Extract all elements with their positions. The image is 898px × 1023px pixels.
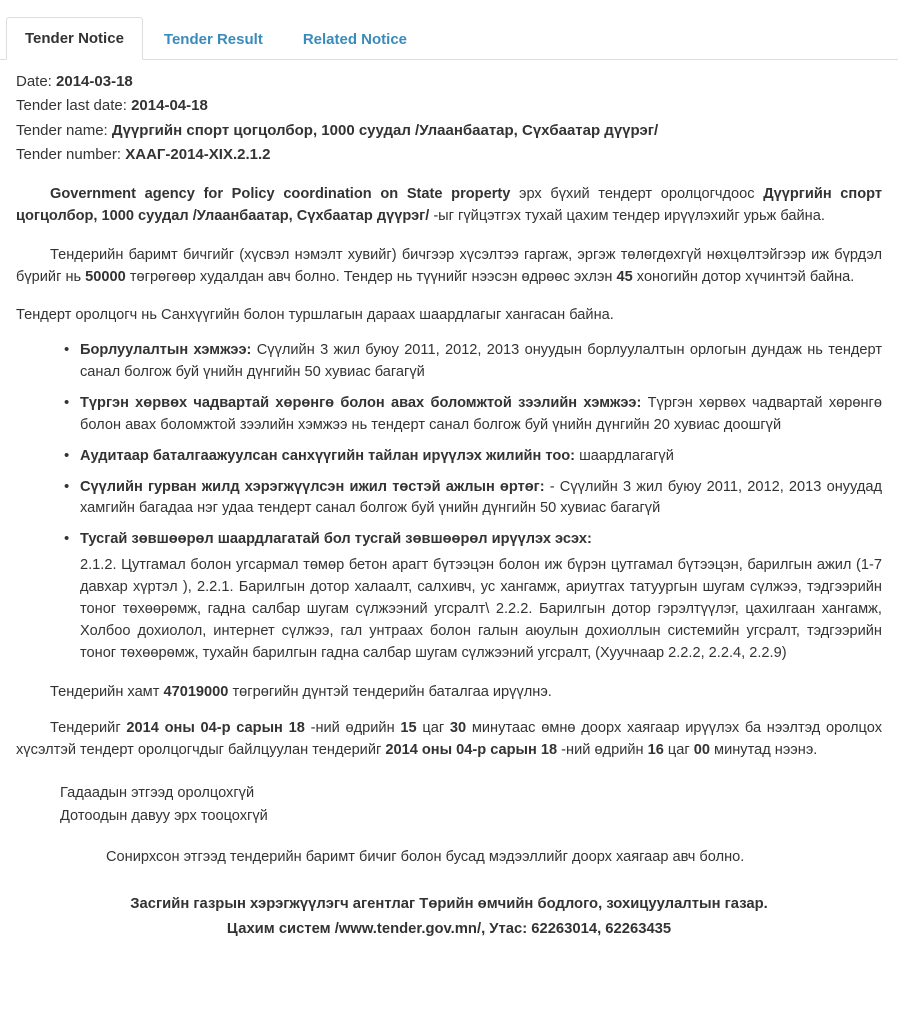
- tab-related-notice[interactable]: [284, 18, 426, 60]
- meta-date: [16, 70, 882, 94]
- requirement-title: Аудитаар баталгаажуулсан санхүүгийн тайлан ирүүлэх жилийн тоо:: [80, 447, 576, 464]
- meta-tender-number-label: Tender number:: [16, 145, 122, 163]
- requirement-text: Сүүлийн 3 жил буюу 2011, 2012, 2013 онуудын борлуулалтын орлогын дундаж нь тендерт санал болгож буй үнийн дүнгийн 50 хувиас багагүй: [80, 342, 883, 380]
- submission-text-4: минутаас өмнө доорх хаягаар ирүүлэх ба нээлтэд оролцох хүсэлтэй тендерт оролцогчдыг байлцуулан тендерийг: [16, 720, 882, 759]
- guarantee-text-1: Тендерийн хамт: [50, 683, 164, 700]
- requirement-text: - Сүүлийн 3 жил буюу 2011, 2012, 2013 онуудад хамгийн багадаа нэг удаа тендерт санал болгож буй үнийн дүнгийн 50 хувиас багагүй: [80, 478, 883, 517]
- requirement-title: Тусгай зөвшөөрөл шаардлагатай бол тусгай зөвшөөрөл ирүүлэх эсэх:: [80, 531, 592, 548]
- docs-price: 50000: [85, 268, 126, 285]
- submission-deadline-date: 2014 оны 04-р сарын 18: [126, 720, 305, 737]
- submission-text-7: минутад нээнэ.: [710, 742, 818, 759]
- tab-bar: [0, 0, 898, 60]
- interest-note: Сонирхсон этгээд тендерийн баримт бичиг болон бусад мэдээллийг доорх хаягаар авч болно.: [106, 849, 745, 866]
- requirement-title: Борлуулалтын хэмжээ:: [80, 342, 252, 359]
- domestic-preference-flag: Дотоодын давуу эрх тооцохгүй: [60, 807, 268, 824]
- participation-flags: [16, 782, 882, 829]
- list-item: [80, 340, 882, 384]
- submission-text-6: цаг: [663, 742, 694, 759]
- intro-agency: Government agency for Policy coordination on State property: [50, 186, 511, 203]
- submission-deadline-hour: 15: [400, 720, 417, 737]
- requirement-text: Түргэн хөрвөх чадвартай хөрөнгө болон авах боломжтой зээлийн хэмжээ нь тендерт санал болгож буй үнийн дүнгийн 20 хувиас доошгүй: [80, 394, 883, 433]
- paragraph-documents: [16, 244, 882, 288]
- list-item: [80, 529, 882, 664]
- requirements-list: [16, 340, 882, 665]
- list-item: [80, 446, 882, 468]
- meta-tender-name-label: Tender name:: [16, 121, 108, 139]
- docs-days: 45: [616, 268, 633, 285]
- submission-text-5: -ний өдрийн: [557, 742, 648, 759]
- intro-text-2: -ыг гүйцэтгэх тухай цахим тендер ирүүлэхийг урьж байна.: [429, 208, 825, 225]
- paragraph-submission: [16, 717, 882, 761]
- list-item: [80, 393, 882, 437]
- intro-text-1: эрх бүхий тендерт оролцогчдоос: [510, 186, 764, 203]
- foreign-participation-flag: Гадаадын этгээд оролцохгүй: [60, 784, 255, 801]
- footer-organization: Засгийн газрын хэрэгжүүлэгч агентлаг Төрийн өмчийн бодлого, зохицуулалтын газар.: [130, 895, 768, 912]
- opening-date: 2014 оны 04-р сарын 18: [385, 742, 558, 759]
- opening-minute: 00: [693, 742, 710, 759]
- docs-text-1: Тендерийн баримт бичгийг (хүсвэл нэмэлт хувийг) бичгээр хүсэлтээ гаргаж, эргэж төлөгдөхгүй нөхцөлтэйгээр иж бүрдэл бүрийг нь: [16, 246, 882, 285]
- meta-last-date-value: 2014-04-18: [131, 97, 208, 115]
- meta-last-date: [16, 94, 882, 118]
- tab-related-notice-label: Related Notice: [302, 31, 408, 48]
- meta-tender-name: [16, 119, 882, 143]
- meta-tender-name-value: Дүүргийн спорт цогцолбор, 1000 суудал /Улаанбаатар, Сүхбаатар дүүрэг/: [111, 121, 659, 139]
- requirement-title: Сүүлийн гурван жилд хэрэгжүүлсэн ижил төстэй ажлын өртөг:: [80, 478, 545, 495]
- submission-text-1: Тендерийг: [50, 720, 127, 737]
- tab-tender-notice[interactable]: [6, 17, 143, 60]
- footer-system-phone: Цахим систем /www.tender.gov.mn/, Утас: 62263014, 62263435: [226, 920, 672, 937]
- tab-tender-result-label: Tender Result: [163, 31, 263, 48]
- guarantee-line: [16, 681, 882, 704]
- meta-tender-number-value: ХААГ-2014-XIX.2.1.2: [125, 145, 271, 163]
- meta-last-date-label: Tender last date:: [16, 97, 127, 115]
- paragraph-intro: [16, 183, 882, 227]
- opening-hour: 16: [647, 742, 664, 759]
- tab-tender-result[interactable]: [145, 18, 282, 60]
- guarantee-amount: 47019000: [163, 683, 229, 700]
- requirement-title: Түргэн хөрвөх чадвартай хөрөнгө болон авах боломжтой зээлийн хэмжээ:: [80, 394, 642, 411]
- paragraph-requirements-intro: Тендерт оролцогч нь Санхүүгийн болон туршлагын дараах шаардлагыг хангасан байна.: [16, 306, 614, 323]
- meta-date-value: 2014-03-18: [56, 73, 133, 90]
- meta-date-label: Date:: [16, 73, 52, 90]
- submission-text-2: -ний өдрийн: [304, 720, 401, 737]
- tab-tender-notice-label: Tender Notice: [25, 30, 124, 47]
- docs-text-3: хоногийн дотор хүчинтэй байна.: [632, 268, 855, 285]
- docs-text-2: төгрөгөөр худалдан авч болно. Тендер нь түүнийг нээсэн өдрөөс эхлэн: [125, 268, 617, 285]
- guarantee-text-2: төгрөгийн дүнтэй тендерийн баталгаа ирүүлнэ.: [228, 683, 552, 700]
- intro-project: Дүүргийн спорт цогцолбор, 1000 суудал /Улаанбаатар, Сүхбаатар дүүрэг/: [16, 186, 883, 225]
- notice-content: [0, 60, 898, 958]
- list-item: [80, 477, 882, 521]
- footer-contact: [16, 892, 882, 942]
- paragraph-guarantee-and-submission: [16, 681, 882, 704]
- meta-tender-number: [16, 143, 882, 167]
- requirement-sub-text: 2.1.2. Цутгамал болон угсармал төмөр бетон арагт бүтээцэн болон иж бүрэн цутгамал бүтээцэн, барилгын ажил (1-7 давхар хүртэл ), 2.2.1. Барилгын дотор халаалт, салхивч, ус хангамж, ариутгах татуургын шугам сүлжээ, тэдгээрийн тоног төхөөрөмж, гадна салбар шугам сүлжээний угсралт\ 2.2.2. Барилгын дотор гэрэлтүүлэг, цахилгаан хангамж, Холбоо дохиолол, интернет сүлжээ, гал унтраах болон галын аюулын дохиоллын системийн угсралт, тэдгээрийн тоног төхөөрөмж, тухайн барилгын гадна салбар шугам сүлжээний угсралт, (Хуучнаар 2.2.2, 2.2.4, 2.2.9): [80, 557, 882, 661]
- submission-deadline-minute: 30: [449, 720, 467, 737]
- requirement-text: шаардлагагүй: [575, 447, 674, 464]
- submission-text-3: цаг: [416, 720, 450, 737]
